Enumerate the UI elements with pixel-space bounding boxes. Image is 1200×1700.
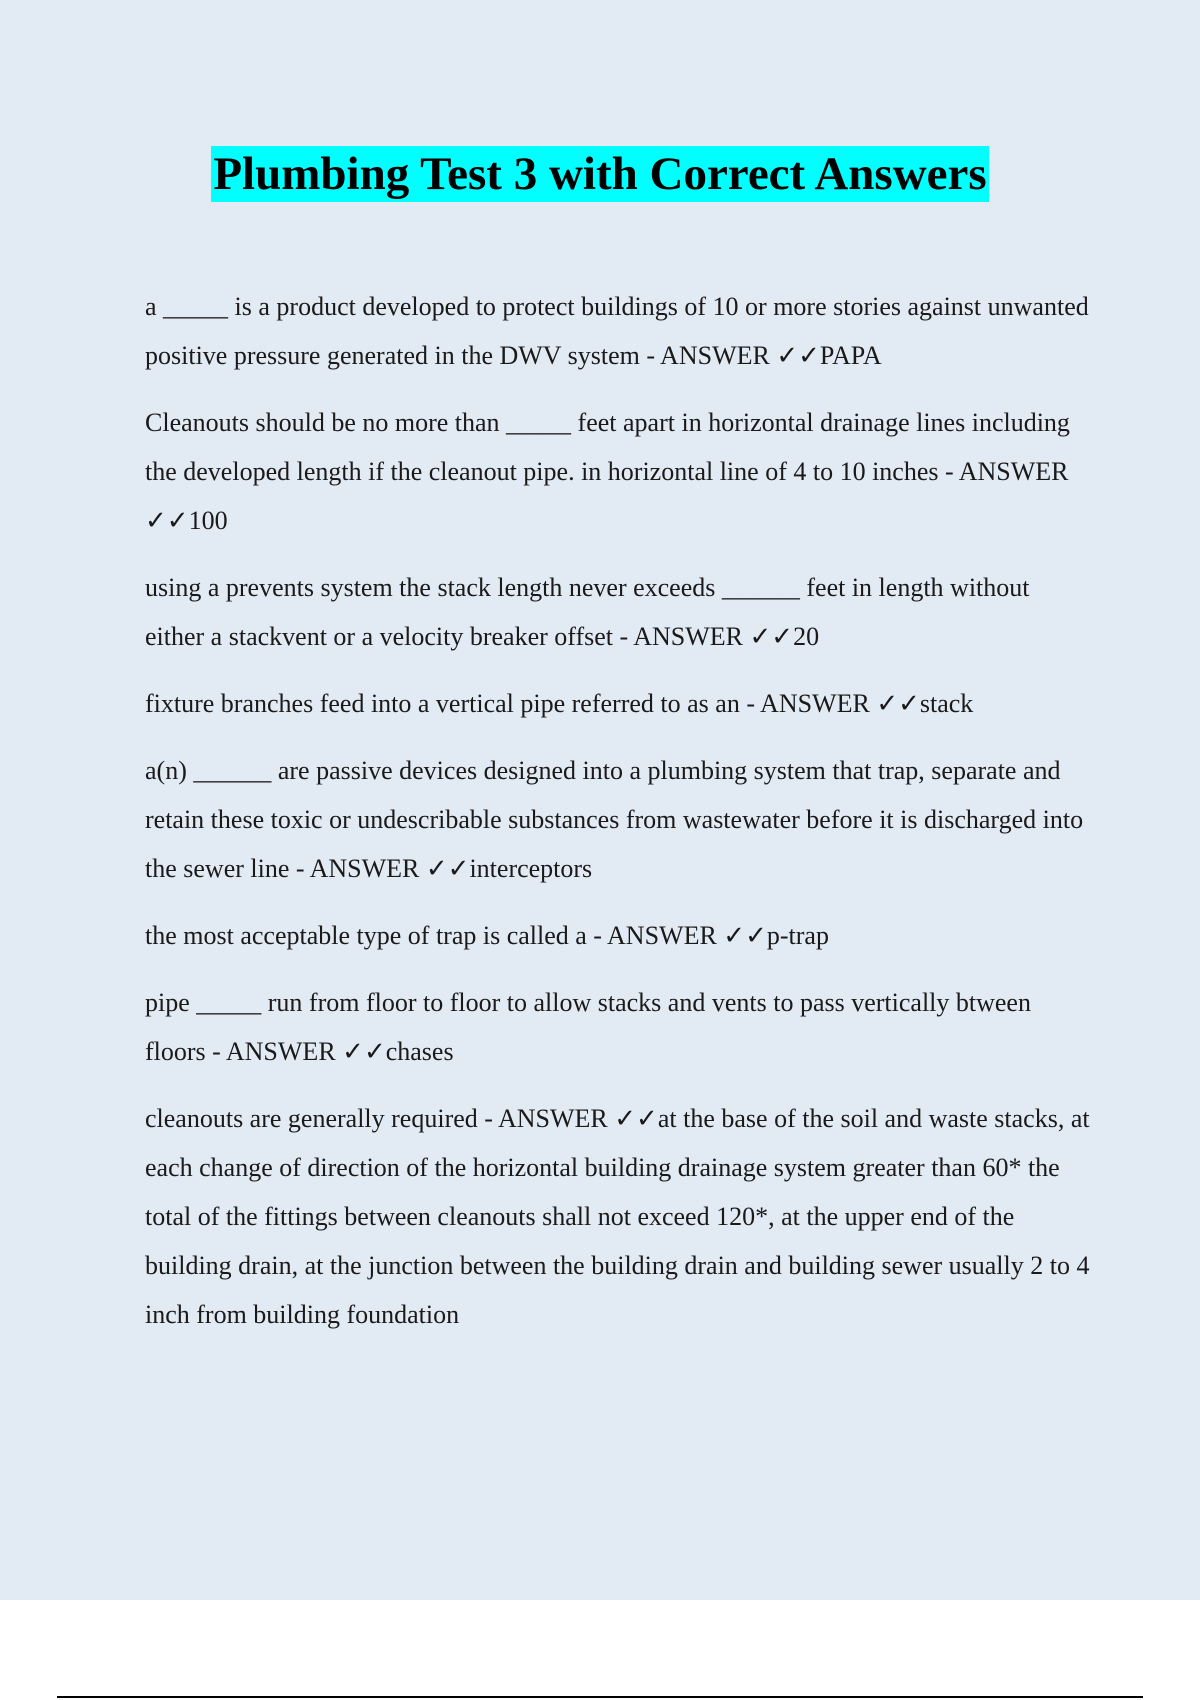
- title-container: [0, 146, 1200, 202]
- qa-item: the most acceptable type of trap is called a - ANSWER ✓✓p-trap: [145, 921, 829, 950]
- qa-list: [145, 282, 1095, 1357]
- qa-item: a(n) ______ are passive devices designed into a plumbing system that trap, separate and retain these toxic or undescribable substances from wastewater before it is discharged into the sewer line - ANSWER ✓✓interceptors: [145, 756, 1084, 883]
- qa-item: pipe _____ run from floor to floor to allow stacks and vents to pass vertically btween floors - ANSWER ✓✓chases: [145, 988, 1031, 1066]
- qa-item: a _____ is a product developed to protect buildings of 10 or more stories against unwanted positive pressure generated in the DWV system - ANSWER ✓✓PAPA: [145, 292, 1089, 370]
- qa-item: using a prevents system the stack length never exceeds ______ feet in length without either a stackvent or a velocity breaker offset - ANSWER ✓✓20: [145, 573, 1030, 651]
- qa-item: fixture branches feed into a vertical pipe referred to as an - ANSWER ✓✓stack: [145, 689, 974, 718]
- footer-divider: [57, 1696, 1143, 1698]
- qa-item: cleanouts are generally required - ANSWER ✓✓at the base of the soil and waste stacks, at each change of direction of the horizontal building drainage system greater than 60* the total of the fittings between cleanouts shall not exceed 120*, at the upper end of the building drain, at the junction between the building drain and building sewer usually 2 to 4 inch from building foundation: [145, 1104, 1090, 1329]
- qa-item: Cleanouts should be no more than _____ feet apart in horizontal drainage lines including the developed length if the cleanout pipe. in horizontal line of 4 to 10 inches - ANSWER ✓✓100: [145, 408, 1070, 535]
- page-title: Plumbing Test 3 with Correct Answers: [213, 148, 987, 200]
